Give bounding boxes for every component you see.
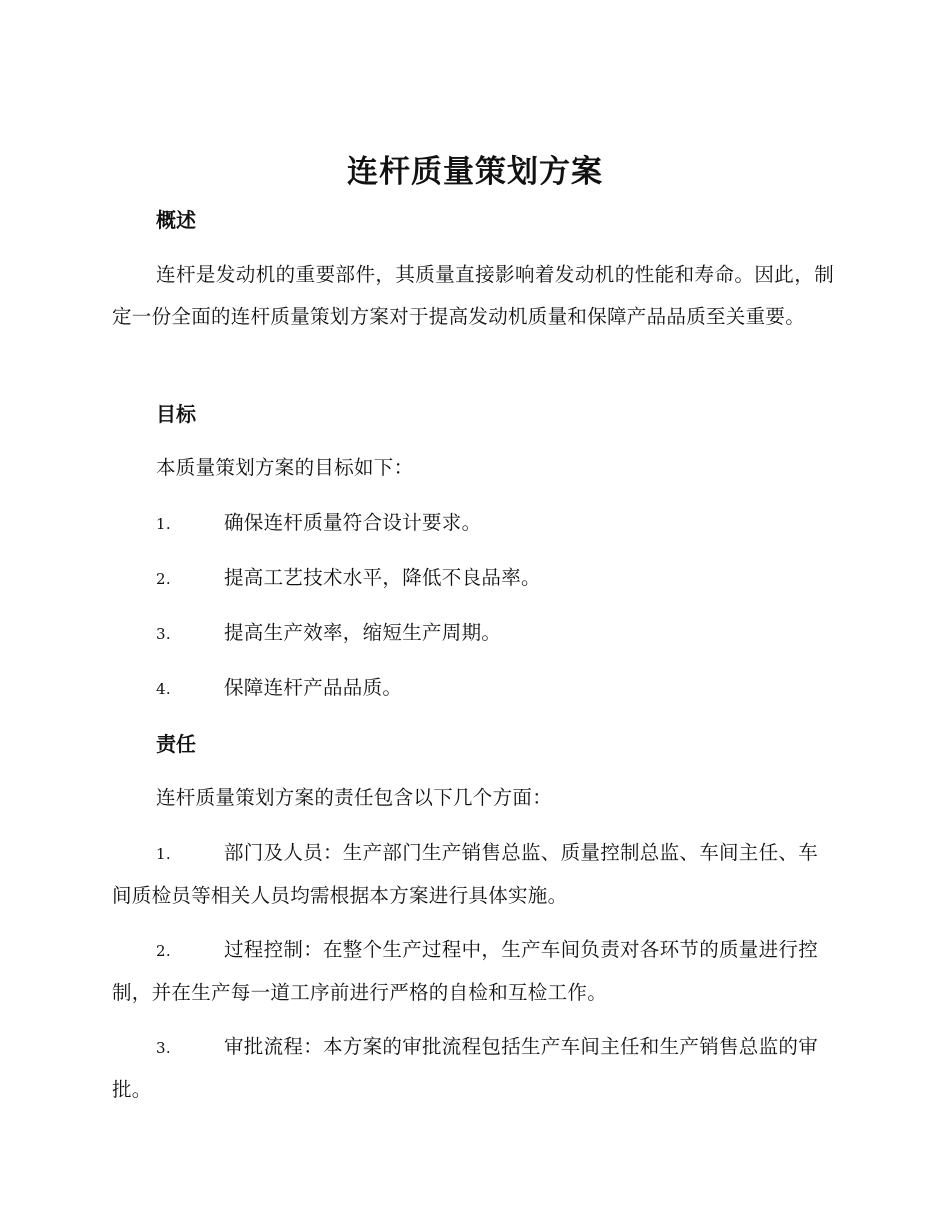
overview-paragraph: 连杆是发动机的重要部件，其质量直接影响着发动机的性能和寿命。因此，制定一份全面的连杆质量策划方案对于提高发动机质量和保障产品品质至关重要。 [112,263,834,328]
goals-list-item [112,557,834,600]
list-item-number: 2. [156,942,171,960]
list-item-text: 部门及人员：生产部门生产销售总监、质量控制总监、车间主任、车间质检员等相关人员均需根据本方案进行具体实施。 [112,841,819,907]
list-item-number: 3. [156,625,171,643]
list-item-text: 提高工艺技术水平，降低不良品率。 [224,566,541,589]
section-heading-overview: 概述 [156,208,196,232]
document-title: 连杆质量策划方案 [347,154,603,190]
goals-list-item [112,502,834,545]
responsibility-list-item [112,832,834,917]
list-item-number: 4. [156,680,171,698]
list-item-number: 3. [156,1039,171,1057]
section-heading-responsibility: 责任 [156,732,196,756]
responsibility-intro: 连杆质量策划方案的责任包含以下几个方面： [156,786,553,809]
section-heading-goals: 目标 [156,402,196,426]
goals-list-item [112,612,834,655]
responsibility-list-item [112,1026,834,1111]
list-item-text: 保障连杆产品品质。 [224,676,403,699]
list-item-number: 2. [156,570,171,588]
list-item-text: 提高生产效率，缩短生产周期。 [224,621,502,644]
list-item-text: 过程控制：在整个生产过程中，生产车间负责对各环节的质量进行控制，并在生产每一道工序前进行严格的自检和互检工作。 [112,938,819,1004]
list-item-text: 审批流程：本方案的审批流程包括生产车间主任和生产销售总监的审批。 [112,1035,819,1101]
list-item-text: 确保连杆质量符合设计要求。 [224,511,482,534]
responsibility-list-item [112,929,834,1014]
goals-intro: 本质量策划方案的目标如下： [156,456,414,479]
goals-list-item [112,667,834,710]
list-item-number: 1. [156,845,171,863]
list-item-number: 1. [156,515,171,533]
